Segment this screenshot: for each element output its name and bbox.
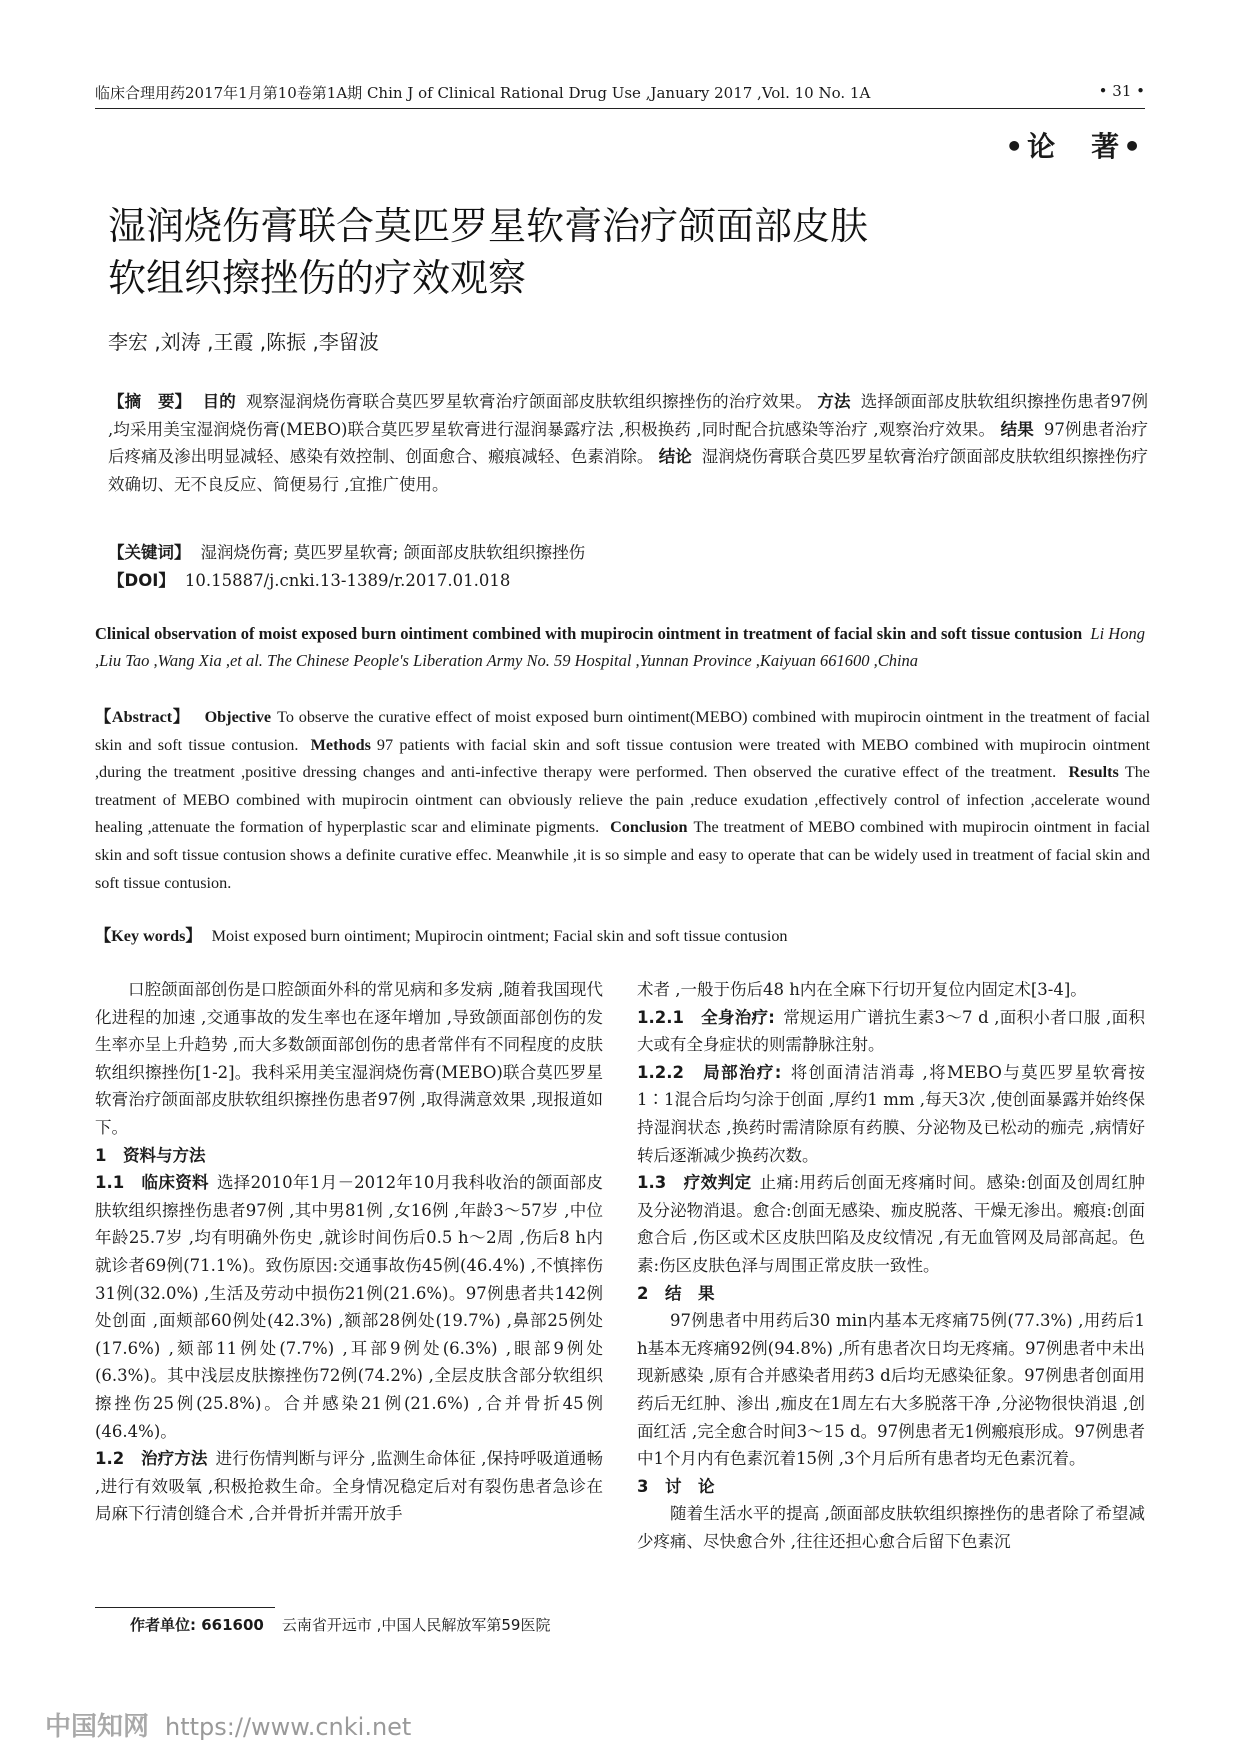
cnki-watermark: [45, 1706, 411, 1743]
methods-text: 选择颌面部皮肤软组织擦挫伤患者97例 ,均采用美宝湿润烧伤膏(MEBO)联合莫匹罗星软膏进行湿润暴露疗法 ,积极换药 ,同时配合抗感染等治疗 ,观察治疗效果。: [108, 392, 1149, 439]
chinese-abstract: [108, 388, 1148, 498]
heading-materials-methods: 1 资料与方法: [95, 1145, 206, 1165]
conclusion-label: 结论: [658, 447, 692, 466]
en-results-label: Results: [1068, 763, 1119, 782]
en-results-text: The treatment of MEBO combined with mupirocin ointment can obviously relieve the pain ,reduce exudation ,effectively control of infection ,accelerate wound healing ,attenuate the formation of hyperplastic scar and eliminate pigments.: [95, 763, 1150, 837]
header-divider: [95, 108, 1145, 109]
page-number: • 31 •: [1098, 82, 1145, 100]
section-1-2-1-label: 1.2.1 全身治疗:: [637, 1007, 775, 1027]
section-1-3-label: 1.3 疗效判定: [637, 1173, 752, 1193]
heading-results: 2 结 果: [637, 1283, 715, 1303]
section-tag: •论 著•: [1005, 130, 1145, 163]
section-1-2: [95, 1445, 603, 1528]
keywords-text: 湿润烧伤膏; 莫匹罗星软膏; 颌面部皮肤软组织擦挫伤: [200, 543, 586, 562]
keywords-line: [108, 539, 1148, 563]
section-1-2-2: [637, 1059, 1145, 1169]
english-title-text: Clinical observation of moist exposed burn ointiment combined with mupirocin ointment in treatment of facial skin and soft tissue contusion: [95, 624, 1083, 643]
section-1-2-2-text: 将创面清洁消毒 ,将MEBO与莫匹罗星软膏按1∶1混合后均匀涂于创面 ,厚约1 mm ,每天3次 ,使创面暴露并始终保持湿润状态 ,换药时需清除原有药膜、分泌物及已松动的痂壳 ,病情好转后逐渐减少换药次数。: [637, 1062, 1146, 1165]
continued-paragraph: 术者 ,一般于伤后48 h内在全麻下行切开复位内固定术[3-4]。: [637, 980, 1087, 999]
title-line-2: 软组织擦挫伤的疗效观察: [108, 256, 527, 300]
journal-info: 临床合理用药2017年1月第10卷第1A期 Chin J of Clinical Rational Drug Use ,January 2017 ,Vol. 10 No. 1A: [95, 84, 871, 102]
running-header: [95, 82, 1145, 106]
english-abstract: [95, 704, 1150, 897]
english-title: [95, 620, 1150, 674]
section-1-2-2-label: 1.2.2 局部治疗:: [637, 1062, 782, 1082]
english-authors: Li Hong ,Liu Tao ,Wang Xia ,et al. The Chinese People's Liberation Army No. 59 Hospital ,Yunnan Province ,Kaiyuan 661600 ,China: [95, 624, 1145, 670]
section-1-1-label: 1.1 临床资料: [95, 1173, 209, 1193]
en-abstract-label: 【Abstract】: [95, 708, 190, 726]
en-conclusion-label: Conclusion: [610, 818, 688, 837]
title-line-1: 湿润烧伤膏联合莫匹罗星软膏治疗颌面部皮肤: [108, 204, 869, 248]
section-1-2-1: [637, 1004, 1145, 1059]
results-text: 97例患者治疗后疼痛及渗出明显减轻、感染有效控制、创面愈合、瘢痕减轻、色素消除。: [108, 419, 1149, 466]
en-keywords-text: Moist exposed burn ointiment; Mupirocin ointment; Facial skin and soft tissue contusion: [211, 927, 788, 945]
en-objective-text: To observe the curative effect of moist exposed burn ointiment(MEBO) combined with mupirocin ointment in the treatment of facial skin and soft tissue contusion.: [95, 708, 1151, 754]
section-1-2-text: 进行伤情判断与评分 ,监测生命体征 ,保持呼吸道通畅 ,进行有效吸氧 ,积极抢救生命。全身情况稳定后对有裂伤患者急诊在局麻下行清创缝合术 ,合并骨折并需开放手: [95, 1449, 603, 1524]
body-right-column: [637, 976, 1145, 1555]
section-1-1: [95, 1169, 603, 1445]
cnki-url: https://www.cnki.net: [165, 1713, 412, 1741]
en-keywords-label: 【Key words】: [95, 927, 202, 945]
footnote-divider: [95, 1607, 275, 1608]
author-affiliation-footnote: [130, 1614, 550, 1635]
results-label: 结果: [1000, 419, 1034, 439]
cnki-logo: 中国知网: [45, 1712, 150, 1742]
footnote-label: 作者单位: 661600: [130, 1616, 264, 1634]
objective-label: 目的: [202, 392, 236, 411]
body-left-column: [95, 976, 603, 1528]
en-methods-text: 97 patients with facial skin and soft tissue contusion were treated with MEBO combined with mupirocin ointment ,during the treatment ,positive dressing changes and anti-infective therapy were performed. Then observed the curative effect of the treatment.: [95, 735, 1150, 782]
section-1-3: [637, 1169, 1145, 1279]
abstract-label: 【摘 要】: [108, 392, 192, 411]
article-title: [108, 200, 1008, 304]
en-objective-label: Objective: [204, 708, 272, 726]
en-methods-label: Methods: [310, 735, 371, 754]
results-paragraph: 97例患者中用药后30 min内基本无疼痛75例(77.3%) ,用药后1 h基本无疼痛92例(94.8%) ,所有患者次日均无疼痛。97例患者中未出现新感染 ,原有合并感染者用药3 d后均无感染征象。97例患者创面用药后无红肿、渗出 ,痂皮在1周左右大多脱落干净 ,分泌物很快消退 ,创面红活 ,完全愈合时间3～15 d。97例患者无1例瘢痕形成。97例患者中1个月内有色素沉着15例 ,3个月后所有患者均无色素沉着。: [637, 1311, 1145, 1469]
english-keywords: [95, 922, 1150, 946]
conclusion-text: 湿润烧伤膏联合莫匹罗星软膏治疗颌面部皮肤软组织擦挫伤疗效确切、无不良反应、简便易行 ,宜推广使用。: [108, 447, 1149, 494]
doi-label: 【DOI】: [108, 571, 175, 590]
en-conclusion-text: The treatment of MEBO combined with mupirocin ointment in facial skin and soft tissue contusion shows a definite curative effec. Meanwhile ,it is so simple and easy to operate that can be widely used in treatment of facial skin and soft tissue contusion.: [95, 818, 1150, 892]
heading-discussion: 3 讨 论: [637, 1476, 715, 1496]
footnote-text: 云南省开远市 ,中国人民解放军第59医院: [281, 1616, 551, 1634]
section-1-1-text: 选择2010年1月－2012年10月我科收治的颌面部皮肤软组织擦挫伤患者97例 ,其中男81例 ,女16例 ,年龄3～57岁 ,中位年龄25.7岁 ,均有明确外伤史 ,就诊时间伤后0.5 h～2周 ,伤后8 h内就诊者69例(71.1%)。致伤原因:交通事故伤45例(46.4%) ,不慎摔伤31例(32.0%) ,生活及劳动中损伤21例(21.6%)。97例患者共142例处创面 ,面颊部60例处(42.3%) ,额部28例处(19.7%) ,鼻部25例处(17.6%) ,颏部11例处(7.7%) ,耳部9例处(6.3%) ,眼部9例处(6.3%)。其中浅层皮肤擦挫伤72例(74.2%) ,全层皮肤含部分软组织擦挫伤25例(25.8%)。合并感染21例(21.6%) ,合并骨折45例(46.4%)。: [95, 1173, 603, 1441]
objective-text: 观察湿润烧伤膏联合莫匹罗星软膏治疗颌面部皮肤软组织擦挫伤的治疗效果。: [245, 392, 812, 411]
section-1-3-text: 止痛:用药后创面无疼痛时间。感染:创面及创周红肿及分泌物消退。愈合:创面无感染、痂皮脱落、干燥无渗出。瘢痕:创面愈合后 ,伤区或术区皮肤凹陷及皮纹情况 ,有无血管网及局部高起。色素:伤区皮肤色泽与周围正常皮肤一致性。: [637, 1173, 1145, 1275]
doi-line: [108, 567, 1148, 591]
authors: 李宏 ,刘涛 ,王霞 ,陈振 ,李留波: [108, 330, 379, 354]
section-1-2-label: 1.2 治疗方法: [95, 1449, 208, 1469]
discussion-paragraph: 随着生活水平的提高 ,颌面部皮肤软组织擦挫伤的患者除了希望减少疼痛、尽快愈合外 ,往往还担心愈合后留下色素沉: [637, 1504, 1145, 1551]
intro-paragraph: 口腔颌面部创伤是口腔颌面外科的常见病和多发病 ,随着我国现代化进程的加速 ,交通事故的发生率也在逐年增加 ,导致颌面部创伤的发生率亦呈上升趋势 ,而大多数颌面部创伤的患者常伴有不同程度的皮肤软组织擦挫伤[1-2]。我科采用美宝湿润烧伤膏(MEBO)联合莫匹罗星软膏治疗颌面部皮肤软组织擦挫伤患者97例 ,取得满意效果 ,现报道如下。: [95, 980, 603, 1137]
section-1-2-1-text: 常规运用广谱抗生素3～7 d ,面积小者口服 ,面积大或有全身症状的则需静脉注射。: [637, 1007, 1145, 1055]
doi-text: 10.15887/j.cnki.13-1389/r.2017.01.018: [184, 571, 511, 590]
methods-label: 方法: [817, 392, 851, 411]
keywords-label: 【关键词】: [108, 543, 191, 562]
